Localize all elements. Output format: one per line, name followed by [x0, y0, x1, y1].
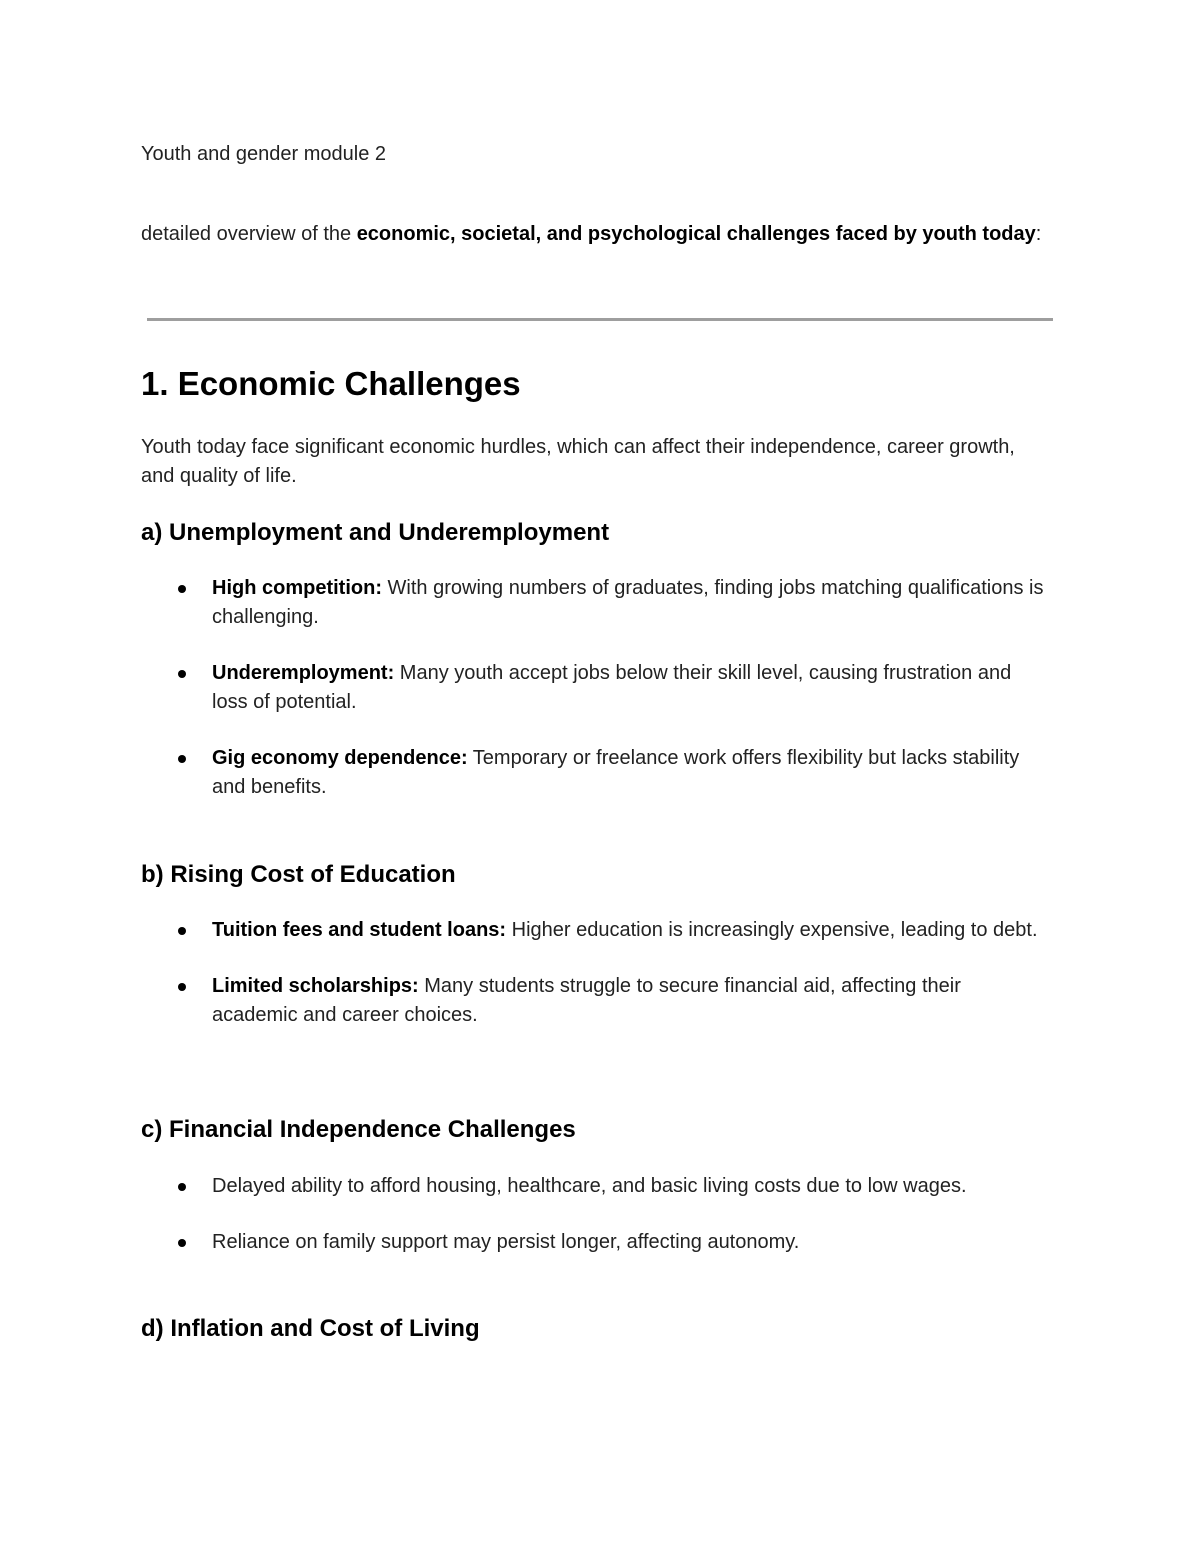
list-item: [141, 1172, 1051, 1201]
list-item-term: Limited scholarships:: [212, 975, 419, 997]
financial-independence-list: [141, 1172, 1051, 1257]
list-item-term: Tuition fees and student loans:: [212, 919, 507, 941]
subsection-heading-financial-independence: c) Financial Independence Challenges: [141, 1116, 576, 1143]
list-item: [141, 574, 1051, 632]
bullet-icon: [178, 1239, 186, 1247]
list-item-term: High competition:: [212, 577, 382, 599]
list-item: [141, 916, 1051, 945]
list-item-term: Underemployment:: [212, 662, 395, 684]
list-item-text: Many youth accept jobs below their skill level, causing frustration and loss of potential.: [212, 662, 1012, 713]
intro-prefix: detailed overview of the: [141, 223, 357, 245]
intro-suffix: :: [1035, 223, 1042, 245]
list-item-text: Many students struggle to secure financial aid, affecting their academic and career choices.: [212, 975, 961, 1026]
list-item-text: Reliance on family support may persist longer, affecting autonomy.: [212, 1231, 800, 1253]
subsection-heading-education-cost: b) Rising Cost of Education: [141, 861, 456, 888]
list-item-text: With growing numbers of graduates, finding jobs matching qualifications is challenging.: [212, 577, 1044, 628]
horizontal-rule: [147, 318, 1053, 321]
education-cost-list: [141, 916, 1051, 1030]
bullet-icon: [178, 670, 186, 678]
bullet-icon: [178, 755, 186, 763]
document-title: Youth and gender module 2: [141, 143, 387, 165]
list-item-term: Gig economy dependence:: [212, 747, 468, 769]
bullet-icon: [178, 927, 186, 935]
list-item: [141, 744, 1051, 802]
section-heading-economic-challenges: 1. Economic Challenges: [141, 365, 521, 402]
list-item-text: Temporary or freelance work offers flexibility but lacks stability and benefits.: [212, 747, 1020, 798]
intro-bold-topics: economic, societal, and psychological challenges faced by youth today: [356, 223, 1036, 245]
list-item-text: Delayed ability to afford housing, healthcare, and basic living costs due to low wages.: [212, 1175, 967, 1197]
list-item: [141, 1228, 1051, 1257]
bullet-icon: [178, 1183, 186, 1191]
section-intro-paragraph: Youth today face significant economic hurdles, which can affect their independence, career growth, and quality of life.: [141, 436, 1015, 487]
intro-paragraph: [141, 220, 1061, 249]
subsection-heading-unemployment: a) Unemployment and Underemployment: [141, 519, 610, 546]
bullet-icon: [178, 983, 186, 991]
bullet-icon: [178, 585, 186, 593]
subsection-heading-inflation: d) Inflation and Cost of Living: [141, 1315, 480, 1342]
list-item: [141, 972, 1051, 1030]
list-item: [141, 659, 1051, 717]
unemployment-list: [141, 574, 1051, 802]
list-item-text: Higher education is increasingly expensive, leading to debt.: [506, 919, 1038, 941]
